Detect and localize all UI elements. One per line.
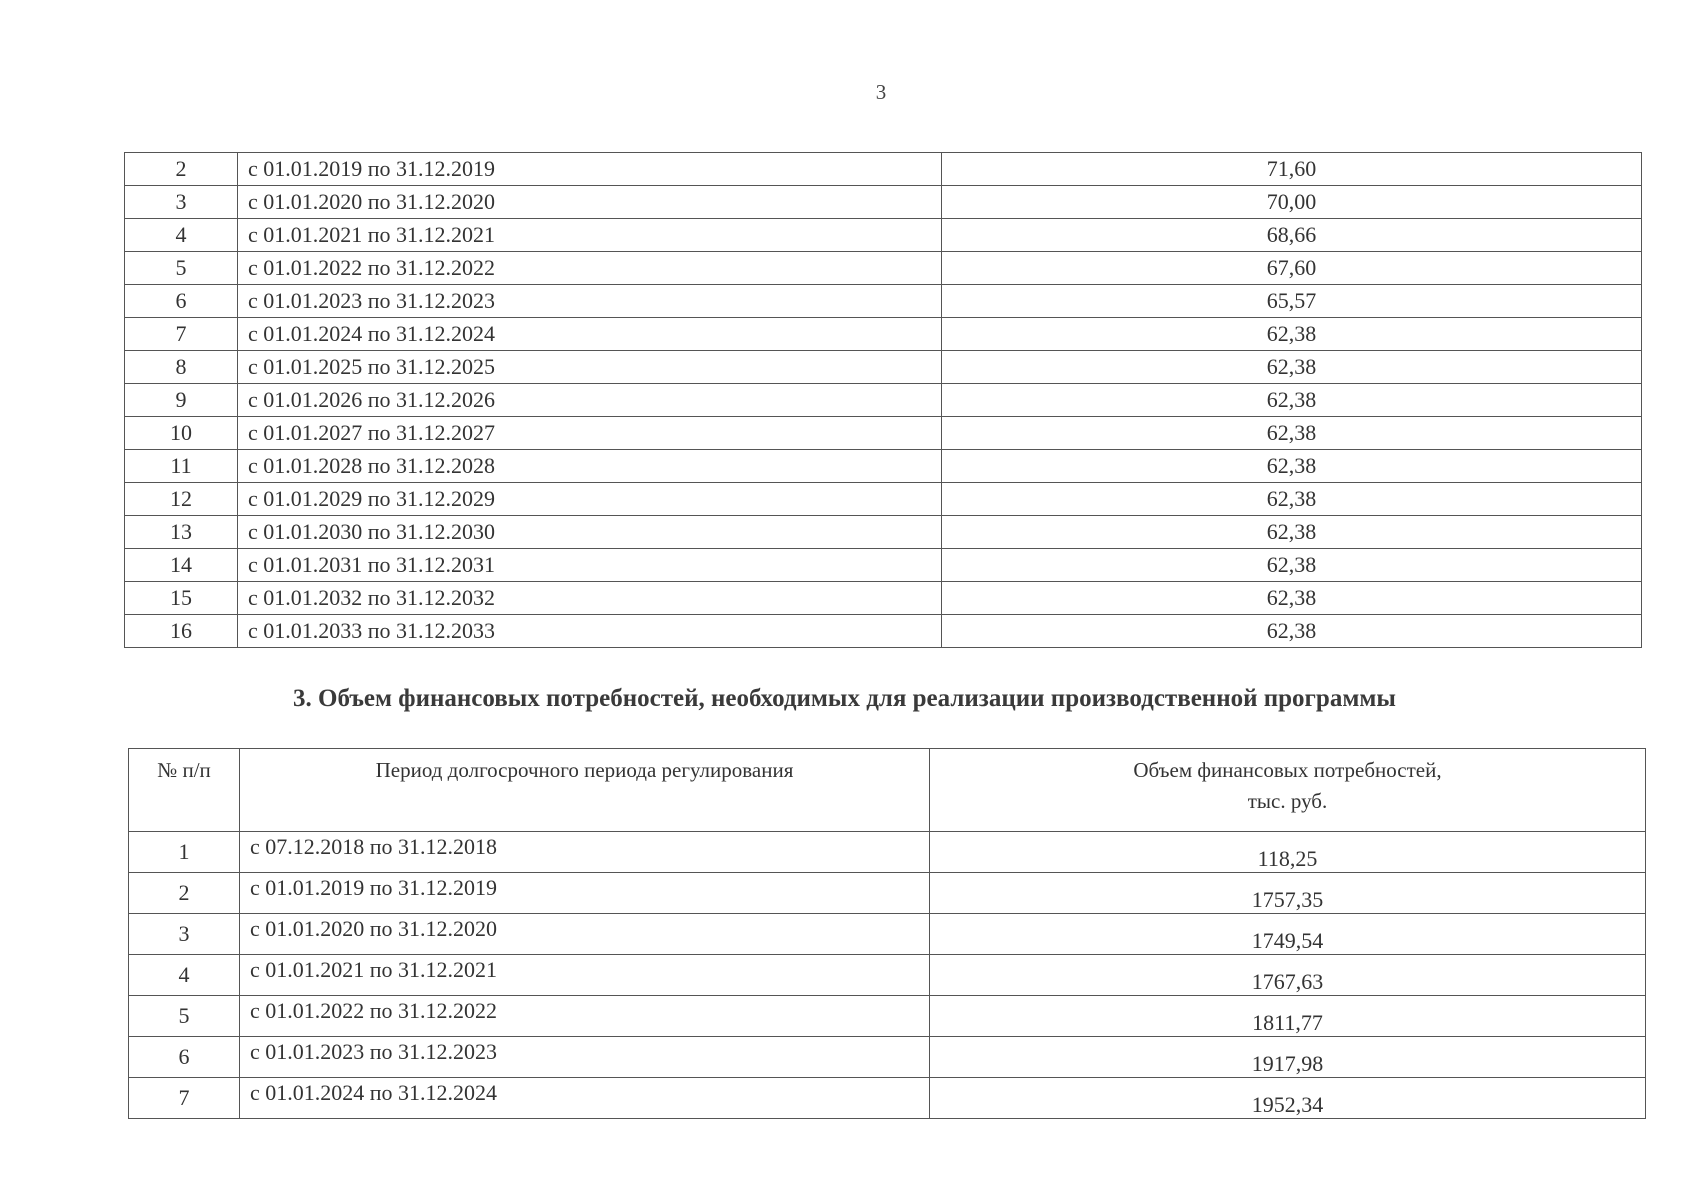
row-period: с 01.01.2031 по 31.12.2031 (238, 549, 942, 582)
row-number: 6 (125, 285, 238, 318)
row-value: 70,00 (942, 186, 1642, 219)
column-header-number: № п/п (129, 749, 240, 832)
table-row (125, 516, 1642, 549)
table-row (125, 351, 1642, 384)
table-row (129, 914, 1646, 955)
column-header-value-line2: тыс. руб. (1247, 789, 1328, 813)
financial-needs-table (128, 748, 1646, 1119)
row-number: 4 (125, 219, 238, 252)
row-value: 71,60 (942, 153, 1642, 186)
row-period: с 01.01.2024 по 31.12.2024 (238, 318, 942, 351)
row-value: 62,38 (942, 516, 1642, 549)
row-period: с 07.12.2018 по 31.12.2018 (240, 832, 930, 873)
row-number: 7 (125, 318, 238, 351)
row-period: с 01.01.2019 по 31.12.2019 (238, 153, 942, 186)
table-row (129, 832, 1646, 873)
row-value: 118,25 (930, 832, 1646, 873)
table-row (125, 384, 1642, 417)
table-row (125, 153, 1642, 186)
row-period: с 01.01.2020 по 31.12.2020 (238, 186, 942, 219)
row-value: 1917,98 (930, 1037, 1646, 1078)
row-value: 65,57 (942, 285, 1642, 318)
row-period: с 01.01.2022 по 31.12.2022 (240, 996, 930, 1037)
row-number: 2 (125, 153, 238, 186)
row-period: с 01.01.2027 по 31.12.2027 (238, 417, 942, 450)
table-row (125, 417, 1642, 450)
table-row (129, 1078, 1646, 1119)
row-value: 62,38 (942, 549, 1642, 582)
row-number: 5 (129, 996, 240, 1037)
row-value: 62,38 (942, 615, 1642, 648)
row-number: 8 (125, 351, 238, 384)
row-number: 13 (125, 516, 238, 549)
table-row (125, 450, 1642, 483)
table-row (125, 219, 1642, 252)
row-period: с 01.01.2019 по 31.12.2019 (240, 873, 930, 914)
table-row (125, 186, 1642, 219)
row-value: 62,38 (942, 384, 1642, 417)
row-period: с 01.01.2025 по 31.12.2025 (238, 351, 942, 384)
row-value: 67,60 (942, 252, 1642, 285)
table-row (125, 285, 1642, 318)
row-value: 1811,77 (930, 996, 1646, 1037)
table-row (129, 873, 1646, 914)
row-value: 62,38 (942, 450, 1642, 483)
table-row (125, 615, 1642, 648)
row-number: 5 (125, 252, 238, 285)
row-value: 68,66 (942, 219, 1642, 252)
table-row (125, 549, 1642, 582)
row-number: 6 (129, 1037, 240, 1078)
row-number: 16 (125, 615, 238, 648)
page-number: 3 (875, 80, 887, 104)
row-value: 62,38 (942, 417, 1642, 450)
tariff-table-continuation (124, 152, 1642, 648)
row-number: 7 (129, 1078, 240, 1119)
row-number: 11 (125, 450, 238, 483)
row-number: 10 (125, 417, 238, 450)
row-number: 15 (125, 582, 238, 615)
row-period: с 01.01.2033 по 31.12.2033 (238, 615, 942, 648)
row-period: с 01.01.2026 по 31.12.2026 (238, 384, 942, 417)
row-number: 1 (129, 832, 240, 873)
row-period: с 01.01.2023 по 31.12.2023 (238, 285, 942, 318)
column-header-value (930, 749, 1646, 832)
row-value: 62,38 (942, 351, 1642, 384)
row-number: 3 (129, 914, 240, 955)
column-header-period: Период долгосрочного периода регулирования (240, 749, 930, 832)
row-period: с 01.01.2024 по 31.12.2024 (240, 1078, 930, 1119)
row-value: 1767,63 (930, 955, 1646, 996)
table-row (129, 955, 1646, 996)
row-number: 9 (125, 384, 238, 417)
row-period: с 01.01.2021 по 31.12.2021 (240, 955, 930, 996)
table-row (125, 582, 1642, 615)
row-period: с 01.01.2029 по 31.12.2029 (238, 483, 942, 516)
row-period: с 01.01.2030 по 31.12.2030 (238, 516, 942, 549)
row-value: 1952,34 (930, 1078, 1646, 1119)
table-header-row (129, 749, 1646, 832)
row-value: 62,38 (942, 483, 1642, 516)
row-value: 62,38 (942, 582, 1642, 615)
row-number: 2 (129, 873, 240, 914)
row-value: 1749,54 (930, 914, 1646, 955)
table-row (129, 1037, 1646, 1078)
column-header-value-line1: Объем финансовых потребностей, (1133, 758, 1442, 782)
row-number: 12 (125, 483, 238, 516)
row-period: с 01.01.2023 по 31.12.2023 (240, 1037, 930, 1078)
row-number: 3 (125, 186, 238, 219)
row-period: с 01.01.2028 по 31.12.2028 (238, 450, 942, 483)
section-heading: 3. Объем финансовых потребностей, необходимых для реализации производственной программы (293, 685, 1396, 712)
row-period: с 01.01.2032 по 31.12.2032 (238, 582, 942, 615)
table-row (129, 996, 1646, 1037)
row-value: 1757,35 (930, 873, 1646, 914)
row-value: 62,38 (942, 318, 1642, 351)
row-number: 14 (125, 549, 238, 582)
table-row (125, 252, 1642, 285)
row-number: 4 (129, 955, 240, 996)
row-period: с 01.01.2021 по 31.12.2021 (238, 219, 942, 252)
table-row (125, 318, 1642, 351)
table-row (125, 483, 1642, 516)
row-period: с 01.01.2022 по 31.12.2022 (238, 252, 942, 285)
row-period: с 01.01.2020 по 31.12.2020 (240, 914, 930, 955)
